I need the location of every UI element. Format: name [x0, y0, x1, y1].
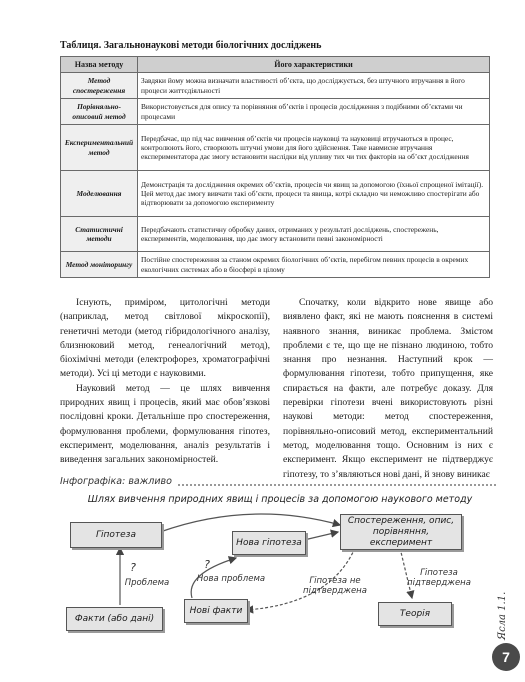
header-characteristics: Його характеристики	[138, 57, 490, 73]
method-description: Постійне спостереження за станом окремих біологічних об’єктів, перебігом певних процесів в окремих екологічних системах або в біосфері в цілому	[138, 252, 490, 278]
table-caption: Таблиця. Загальнонаукові методи біологічних досліджень	[60, 40, 322, 51]
box-hypothesis: Гіпотеза	[70, 522, 162, 548]
diagram-title: Шлях вивчення природних явищ і процесів за допомогою наукового методу	[87, 494, 473, 505]
method-name: Статистичні методи	[61, 217, 138, 252]
method-name: Експериментальний метод	[61, 125, 138, 171]
box-facts: Факти (або дані)	[66, 607, 163, 631]
method-name: Моделювання	[61, 171, 138, 217]
box-observation: Спостереження, опис, порівняння, експеримент	[340, 514, 462, 550]
box-theory: Теорія	[378, 602, 452, 626]
method-name: Метод спостереження	[61, 73, 138, 99]
box-new-facts: Нові факти	[184, 599, 248, 623]
label-hypothesis-confirmed: Гіпотеза підтверджена	[407, 568, 471, 588]
label-problem: Проблема	[124, 578, 170, 588]
label-new-problem: Нова проблема	[196, 574, 266, 584]
paragraph: Науковий метод — це шлях вивчення природних явищ і процесів, який має обов’язкові послідовні кроки. Детальніше про спостереження, формулювання проблеми, формулювання гіпотез, експеримент, моделювання, аналіз результатів і виведення загальних закономірностей.	[60, 382, 270, 466]
method-description: Демонстрація та дослідження окремих об’єктів, процесів чи явищ за допомогою (їхньої спрощеної імітації). Цей метод дає змогу вивчати такі об’єкти, процеси та явища, котрі складно чи неможливо спостерігати або відтворювати за допомогою експерименту	[138, 171, 490, 217]
method-description: Передбачає, що під час вивчення об’єктів чи процесів науковці та науковиці втручаються в процес, контролюють його, створюють штучні умови для його здійснення. Таке навмисне втручання експериментатора дає змогу встановити наслідки від упливу тих чи тих факторів на об’єкт дослідження	[138, 125, 490, 171]
method-description: Завдяки йому можна визначати властивості об’єкта, що досліджується, без штучного втручання в його процеси життєдіяльності	[138, 73, 490, 99]
side-note: Ясла 1.1.	[497, 591, 508, 640]
paragraph: Спочатку, коли відкрито нове явище або виявлено факт, які не мають пояснення в системі наявного знання, виникає проблема. Змістом проблеми є те, що ще не пізнано людиною, тобто знання про незнання. Наступний крок — формулювання гіпотези, тобто припущення, яке спирається на факти, але потребує доказу. Для перевірки гіпотези вчені використовують різні наукові методи: метод спостереження, порівняльно-описовий метод, експериментальний метод, моделювання тощо. Основним із них є експеримент. Якщо експеримент не підтверджує гіпотезу, то з’являються нові дані, й знову виникає	[283, 297, 493, 480]
box-new-hypothesis: Нова гіпотеза	[232, 531, 306, 555]
method-name: Порівняльно-описовий метод	[61, 99, 138, 125]
question-mark: ?	[130, 561, 136, 574]
paragraph: Існують, приміром, цитологічні методи (наприклад, метод світлової мікроскопії), генетичні методи (метод гібридологічного аналізу, близнюковий метод, генеалогічний метод), біохімічні методи (електрофорез, хроматографічні методи). Усі ці методи є науковими.	[60, 297, 270, 380]
arrow-new-hypothesis-to-observation	[304, 532, 338, 540]
method-description: Передбачають статистичну обробку даних, отриманих у результаті досліджень, спостережень, експериментів, моделювання, що дає змогу встановити певні закономірності	[138, 217, 490, 252]
method-name: Метод моніторингу	[61, 252, 138, 278]
arrow-hypothesis-to-observation	[160, 514, 340, 532]
question-mark: ?	[204, 558, 210, 571]
method-description: Використовується для опису та порівняння об’єктів і процесів дослідження з подібними об’єктами чи процесами	[138, 99, 490, 125]
page-number: 7	[492, 643, 520, 671]
header-method-name: Назва методу	[61, 57, 138, 73]
label-hypothesis-not-confirmed: Гіпотеза не підтверджена	[303, 576, 367, 596]
infographic-label: Інфографіка: важливо	[60, 476, 172, 487]
